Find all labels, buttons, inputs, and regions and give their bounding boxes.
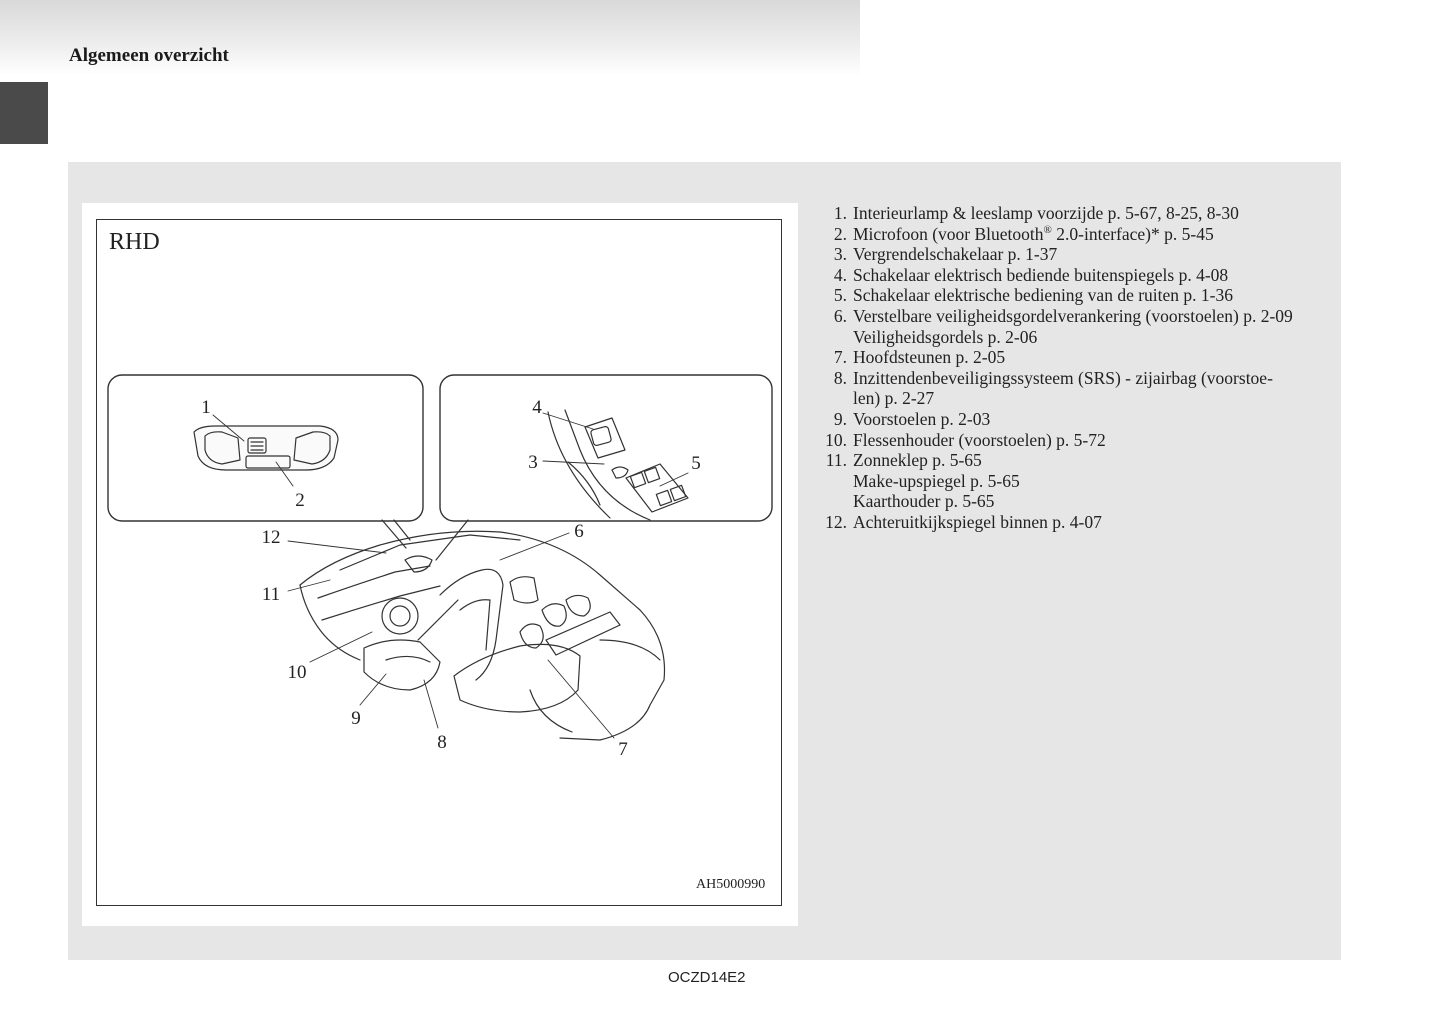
- callout-12: 12: [261, 527, 281, 548]
- callout-10: 10: [287, 662, 307, 683]
- callout-3: 3: [528, 452, 538, 473]
- legend-item: [820, 306, 1330, 347]
- legend-item: [820, 512, 1330, 533]
- legend-item: [820, 450, 1330, 512]
- legend-item: [820, 430, 1330, 451]
- callout-2: 2: [295, 490, 305, 511]
- legend-list: [820, 203, 1330, 533]
- callout-11: 11: [261, 584, 281, 605]
- legend-text: Achteruitkijkspiegel binnen p. 4-07: [853, 511, 1102, 532]
- legend-number: 8.: [833, 367, 847, 388]
- section-title: Algemeen overzicht: [69, 45, 229, 66]
- legend-item: [820, 409, 1330, 430]
- legend-text: Flessenhouder (voorstoelen) p. 5-72: [853, 429, 1106, 450]
- legend-text: Microfoon (voor Bluetooth® 2.0-interface)* p. 5-45: [853, 223, 1214, 244]
- legend-text: Verstelbare veiligheidsgordelverankering (voorstoelen) p. 2-09: [853, 305, 1293, 326]
- callout-9: 9: [351, 708, 361, 729]
- legend-text: Zonneklep p. 5-65: [853, 450, 982, 471]
- legend-text: Make-upspiegel p. 5-65: [853, 470, 1020, 491]
- legend-text: len) p. 2-27: [853, 388, 935, 409]
- legend-item: [820, 285, 1330, 306]
- legend-item: [820, 224, 1330, 245]
- legend-text: Kaarthouder p. 5-65: [853, 491, 995, 512]
- legend-item: [820, 203, 1330, 224]
- legend-text: Interieurlamp & leeslamp voorzijde p. 5-67, 8-25, 8-30: [853, 203, 1239, 223]
- callout-6: 6: [574, 521, 584, 542]
- legend-text: Vergrendelschakelaar p. 1-37: [853, 244, 1058, 265]
- legend-text: Schakelaar elektrische bediening van de ruiten p. 1-36: [853, 285, 1233, 306]
- page-code: OCZD14E2: [668, 969, 746, 986]
- callout-4: 4: [532, 397, 542, 418]
- legend-number: 10.: [825, 429, 847, 450]
- legend-text: Schakelaar elektrisch bediende buitenspiegels p. 4-08: [853, 264, 1229, 285]
- registered-mark: ®: [1043, 223, 1052, 236]
- legend-number: 3.: [833, 244, 847, 265]
- legend-text: Hoofdsteunen p. 2-05: [853, 347, 1006, 368]
- legend-number: 12.: [825, 511, 847, 532]
- legend-number: 11.: [825, 450, 847, 471]
- callout-5: 5: [691, 453, 701, 474]
- callout-8: 8: [437, 732, 447, 753]
- callout-7: 7: [618, 739, 628, 760]
- legend-number: 9.: [833, 408, 847, 429]
- legend-item: [820, 244, 1330, 265]
- legend-number: 7.: [833, 347, 847, 368]
- inset-overhead-console: [108, 375, 423, 521]
- legend-number: 5.: [833, 285, 847, 306]
- figure-code: AH5000990: [696, 877, 766, 892]
- legend-number: 4.: [833, 264, 847, 285]
- legend-number: 6.: [833, 305, 847, 326]
- legend-item: [820, 368, 1330, 409]
- legend-number: 1.: [833, 203, 847, 223]
- legend-text: Voorstoelen p. 2-03: [853, 408, 991, 429]
- legend-text: Inzittendenbeveiligingssysteem (SRS) - zijairbag (voorstoe-: [853, 367, 1273, 388]
- legend-text: Veiligheidsgordels p. 2-06: [853, 326, 1038, 347]
- legend-item: [820, 347, 1330, 368]
- inset-door-switches: [440, 375, 772, 521]
- variant-label: RHD: [109, 229, 160, 255]
- callout-1: 1: [201, 397, 211, 418]
- legend-item: [820, 265, 1330, 286]
- legend-number: 2.: [833, 223, 847, 244]
